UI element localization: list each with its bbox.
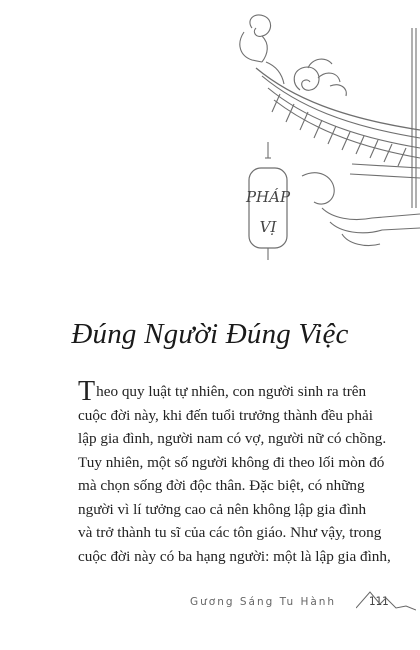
chapter-title: Đúng Người Đúng Việc: [71, 318, 349, 350]
body-line-4: Tuy nhiên, một số người không đi theo lối mòn đó: [78, 453, 385, 471]
body-line-8: cuộc đời này có ba hạng người: một là lập gia đình,: [78, 547, 391, 565]
body-line-1: [78, 376, 398, 407]
body-paragraph: [78, 376, 398, 568]
body-line-7: và trở thành tu sĩ của các tôn giáo. Như vậy, trong: [78, 524, 382, 541]
body-line-2: cuộc đời này, khi đến tuổi trưởng thành đều phải: [78, 406, 373, 424]
mountain-icon: [356, 586, 416, 612]
page-number: 111: [369, 594, 389, 608]
body-line-6: người vì lí tưởng cao cả nên không lập gia đình: [78, 500, 367, 518]
body-line-1-text: heo quy luật tự nhiên, con người sinh ra trên: [96, 383, 367, 400]
seal-text-line-2: VỊ: [259, 218, 277, 236]
roof-ornament-illustration: [222, 8, 420, 270]
body-line-5: mà chọn sống đời độc thân. Đặc biệt, có những: [78, 477, 365, 494]
page-footer: [0, 592, 420, 616]
drop-cap: T: [78, 376, 96, 407]
seal-text-line-1: PHÁP: [245, 188, 291, 206]
body-line-3: lập gia đình, người nam có vợ, người nữ có chồng.: [78, 430, 387, 447]
running-footer-book-title: Gương Sáng Tu Hành: [190, 596, 337, 608]
